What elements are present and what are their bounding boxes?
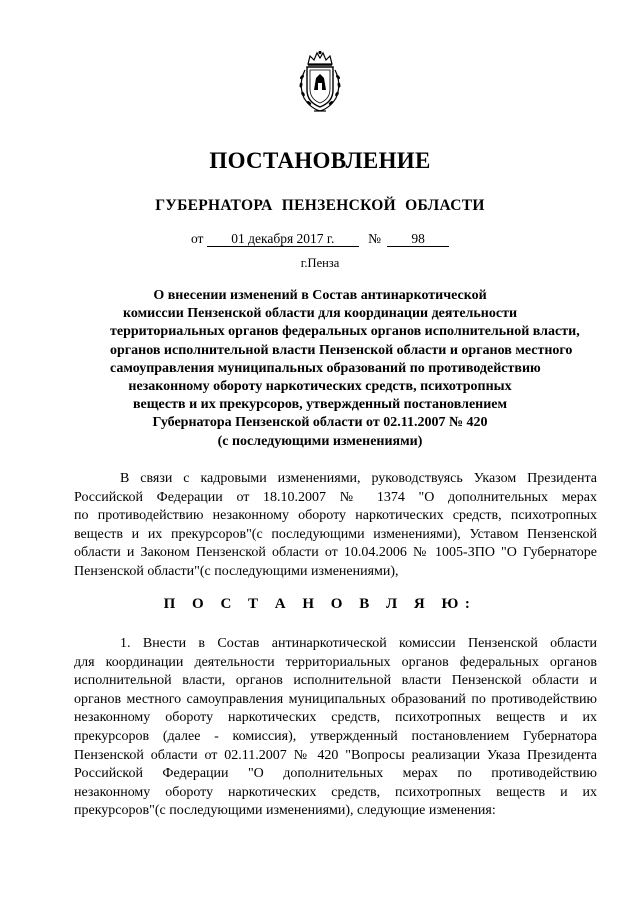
item-1-paragraph [74, 635, 597, 821]
document-number: 98 [387, 231, 449, 247]
coat-of-arms-emblem [294, 50, 346, 114]
text-line: исполнительной власти, органов исполнительной власти Пензенской области и [74, 673, 597, 689]
heading-line: органов исполнительной власти Пензенской области и органов местного [110, 342, 573, 358]
date-number-line [0, 231, 640, 247]
issuer-subtitle: ГУБЕРНАТОРА ПЕНЗЕНСКОЙ ОБЛАСТИ [155, 197, 485, 214]
date-value: 01 декабря 2017 г. [207, 231, 359, 247]
text-line: для координации деятельности территориальных органов федеральных органов [74, 654, 597, 670]
heading-line: О внесении изменений в Состав антинаркотической [153, 288, 487, 303]
heading-line: Губернатора Пензенской области от 02.11.2007 № 420 [152, 415, 488, 431]
text-line: веществ и их прекурсоров"(с последующими изменениями), Уставом Пензенской [74, 526, 597, 542]
heading-line: веществ и их прекурсоров, утвержденный постановлением [132, 397, 508, 413]
text-line: В связи с кадровыми изменениями, руководствуясь Указом Президента [120, 471, 597, 486]
decree-word: П О С Т А Н О В Л Я Ю: [163, 596, 477, 612]
text-line: по противодействию незаконному обороту наркотических средств, психотропных [74, 508, 597, 524]
heading-line: незаконному обороту наркотических средств, психотропных [128, 379, 512, 395]
text-line: Пензенской области от 02.11.2007 № 420 "Вопросы реализации Указа Президента [74, 747, 597, 763]
heading-line: территориальных органов федеральных органов исполнительной власти, [110, 324, 580, 340]
heading-line: (с последующими изменениями) [217, 433, 423, 449]
text-line: Российской Федерации от 18.10.2007 № 1374 "О дополнительных мерах [74, 489, 597, 505]
text-line: области и Законом Пензенской области от 10.04.2006 № 1005-ЗПО "О Губернаторе [74, 545, 597, 561]
text-line: Российской Федерации "О дополнительных мерах по противодействию [74, 766, 597, 782]
heading-line: самоуправления муниципальных образований по противодействию [110, 360, 541, 376]
text-line: 1. Внести в Состав антинаркотической комиссии Пензенской области [120, 636, 597, 651]
text-line: прекурсоров"(с последующими изменениями), следующие изменения: [74, 803, 496, 819]
number-sign: № [368, 231, 382, 246]
document-heading [110, 287, 580, 451]
document-title: ПОСТАНОВЛЕНИЕ [209, 148, 431, 173]
city-name: г.Пенза [300, 256, 340, 270]
heading-line: комиссии Пензенской области для координации деятельности [122, 306, 518, 322]
text-line: прекурсоров (далее - комиссия), утвержденный постановлением Губернатора [74, 728, 597, 744]
text-line: незаконному обороту наркотических средств, психотропных веществ и их [74, 784, 597, 800]
preamble-paragraph [74, 470, 597, 582]
text-line: органов местного самоуправления муниципальных образований по противодействию [74, 691, 597, 707]
text-line: незаконному обороту наркотических средств, психотропных веществ и их [74, 710, 597, 726]
date-prefix: от [190, 231, 204, 246]
text-line: Пензенской области"(с последующими изменениями), [74, 563, 399, 579]
